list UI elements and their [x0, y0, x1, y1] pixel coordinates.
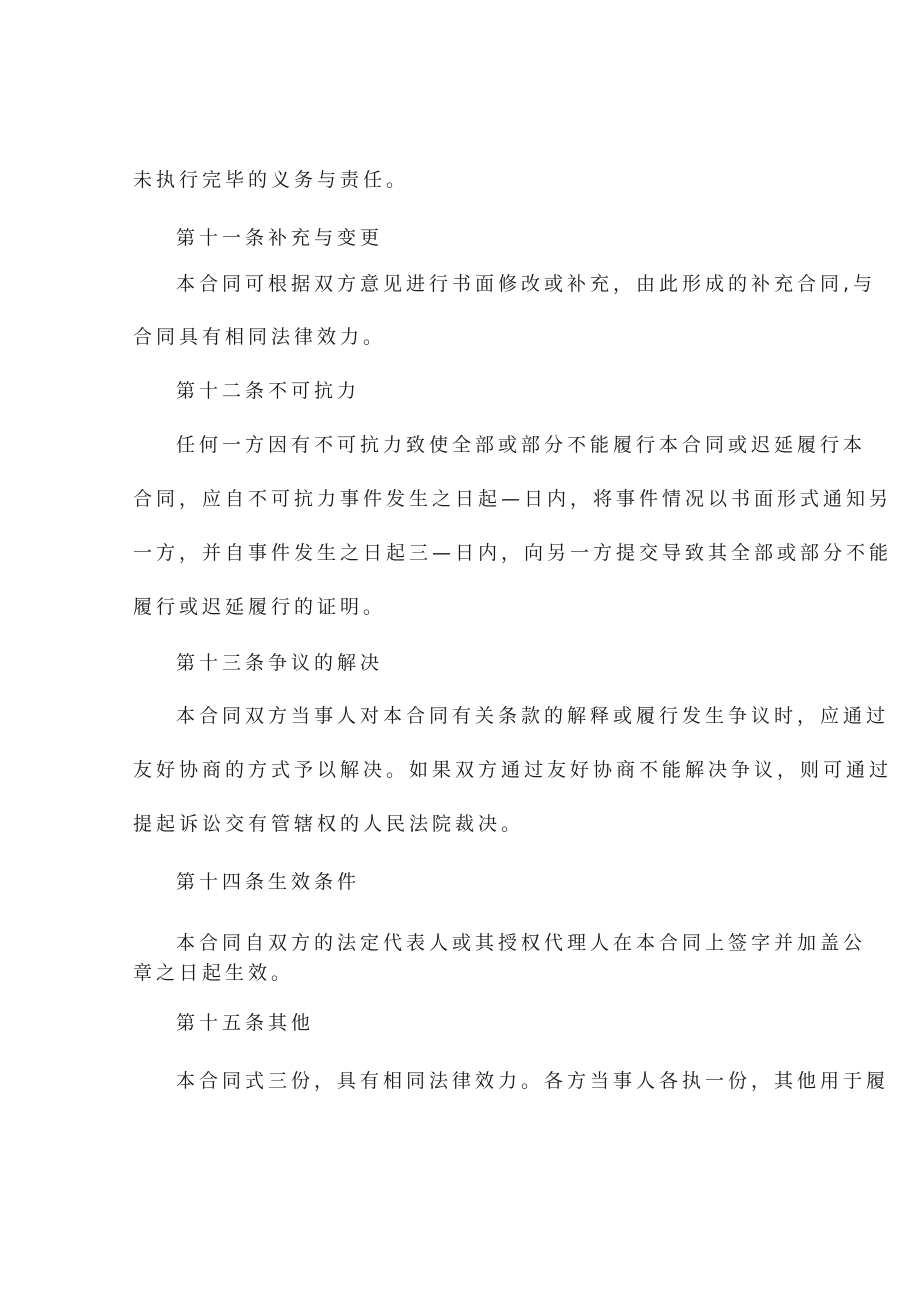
- paragraph-line: 未执行完毕的义务与责任。: [133, 169, 410, 191]
- paragraph-line: 本合同双方当事人对本合同有关条款的解释或履行发生争议时，应通过: [176, 705, 890, 727]
- paragraph-line: 提起诉讼交有管辖权的人民法院裁决。: [133, 813, 525, 835]
- paragraph-line: 本合同自双方的法定代表人或其授权代理人在本合同上签字并加盖公: [176, 932, 867, 954]
- article-heading-15: 第十五条其他: [176, 1012, 315, 1034]
- article-heading-13: 第十三条争议的解决: [176, 652, 384, 674]
- paragraph-line: 本合同可根据双方意见进行书面修改或补充，由此形成的补充合同,与: [176, 273, 877, 295]
- paragraph-line: 本合同式三份，具有相同法律效力。各方当事人各执一份，其他用于履: [176, 1070, 890, 1092]
- paragraph-line: 友好协商的方式予以解决。如果双方通过友好协商不能解决争议，则可通过: [133, 759, 893, 781]
- paragraph-line: 章之日起生效。: [133, 962, 295, 984]
- article-heading-12: 第十二条不可抗力: [176, 380, 361, 402]
- article-heading-14: 第十四条生效条件: [176, 871, 361, 893]
- paragraph-line: 任何一方因有不可抗力致使全部或部分不能履行本合同或迟延履行本: [176, 434, 867, 456]
- paragraph-line: 履行或迟延履行的证明。: [133, 596, 387, 618]
- paragraph-line: 一方，并自事件发生之日起三—日内，向另一方提交导致其全部或部分不能: [133, 542, 893, 564]
- paragraph-line: 合同具有相同法律效力。: [133, 326, 387, 348]
- article-heading-11: 第十一条补充与变更: [176, 227, 384, 249]
- paragraph-line: 合同，应自不可抗力事件发生之日起—日内，将事件情况以书面形式通知另: [133, 488, 893, 510]
